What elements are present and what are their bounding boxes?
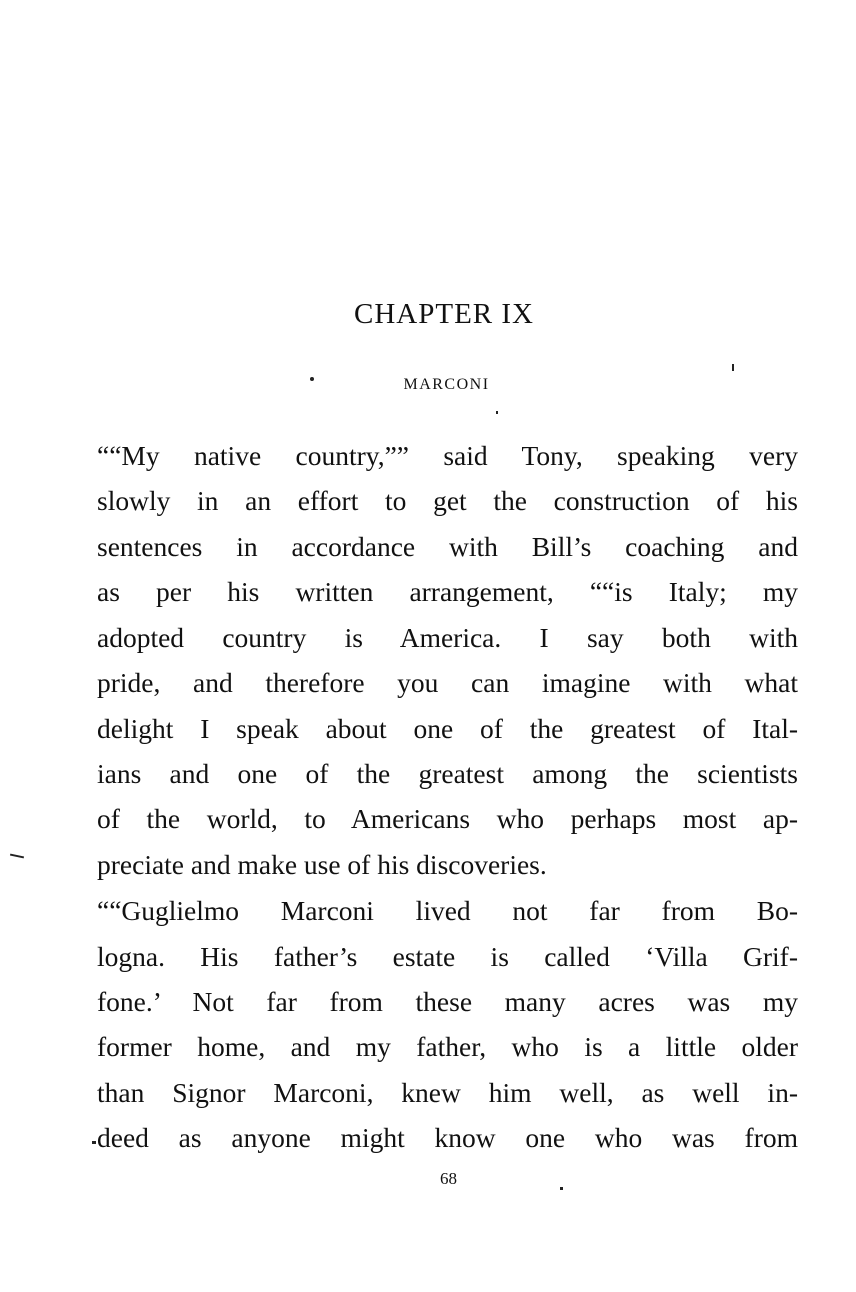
text-line: former home, and my father, who is a little older [97,1031,798,1062]
text-line: adopted country is America. I say both with [97,622,798,653]
chapter-subtitle: MARCONI [403,376,490,393]
text-line: logna. His father’s estate is called ‘Villa Grif- [97,941,798,972]
print-speck [496,411,498,414]
text-line: fone.’ Not far from these many acres was my [97,986,798,1017]
text-line: than Signor Marconi, knew him well, as well in- [97,1077,798,1108]
text-line: ““My native country,”” said Tony, speaking very [97,440,798,471]
text-line: delight I speak about one of the greatest of Ital- [97,713,798,744]
text-line: of the world, to Americans who perhaps most ap- [97,803,798,834]
text-line: deed as anyone might know one who was from [97,1122,798,1153]
text-line: ians and one of the greatest among the scientists [97,758,798,789]
print-speck [92,1141,96,1144]
page-number: 68 [440,1169,457,1188]
text-line: ““Guglielmo Marconi lived not far from Bo- [97,895,798,926]
chapter-title: CHAPTER IX [354,298,534,330]
text-line: as per his written arrangement, ““is Italy; my [97,576,798,607]
print-speck [560,1187,563,1190]
text-line: preciate and make use of his discoveries. [97,849,547,880]
print-speck [310,377,314,381]
text-line: sentences in accordance with Bill’s coaching and [97,531,798,562]
print-speck [732,364,734,371]
text-line: slowly in an effort to get the construction of his [97,485,798,516]
text-line: pride, and therefore you can imagine with what [97,667,798,698]
print-speck [10,854,24,859]
